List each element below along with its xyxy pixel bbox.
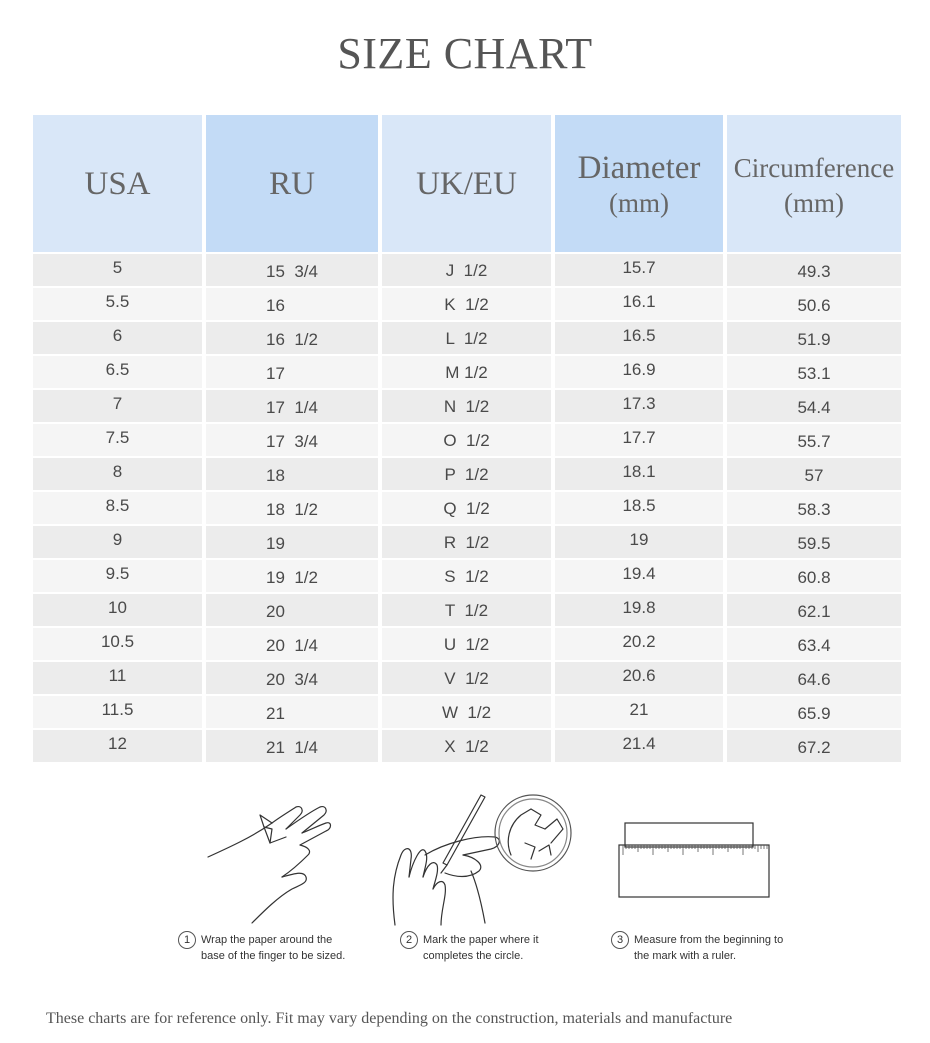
cell-diameter: 19 [555,526,723,558]
cell-usa: 7 [33,390,202,422]
cell-ru: 17 1/4 [206,390,378,422]
cell-diameter: 19.8 [555,594,723,626]
cell-usa: 6.5 [33,356,202,388]
cell-ru: 20 1/4 [206,628,378,660]
cell-usa: 11.5 [33,696,202,728]
cell-ru: 16 1/2 [206,322,378,354]
cell-usa: 10 [33,594,202,626]
header-diameter [555,115,723,252]
cell-diameter: 16.5 [555,322,723,354]
step-measure-ruler [611,932,783,964]
step-text-line: Wrap the paper around the [201,934,333,946]
table-row [33,594,901,626]
cell-usa: 9 [33,526,202,558]
table-row [33,492,901,524]
cell-diameter: 21 [555,696,723,728]
size-chart-table [33,115,901,762]
cell-ru: 18 [206,458,378,490]
cell-circumference: 62.1 [727,594,901,626]
table-row [33,288,901,320]
step-text-line: Mark the paper where it [423,934,539,946]
step-wrap-paper [178,932,345,964]
cell-diameter: 18.5 [555,492,723,524]
step-number-icon: 2 [400,931,418,949]
cell-uk-eu: K 1/2 [382,288,551,320]
cell-circumference: 53.1 [727,356,901,388]
cell-diameter: 20.6 [555,662,723,694]
table-row [33,662,901,694]
table-body [33,254,901,762]
cell-uk-eu: P 1/2 [382,458,551,490]
cell-usa: 8 [33,458,202,490]
cell-circumference: 60.8 [727,560,901,592]
step-mark-paper [400,932,539,964]
cell-uk-eu: V 1/2 [382,662,551,694]
cell-ru: 17 [206,356,378,388]
cell-circumference: 50.6 [727,288,901,320]
cell-ru: 20 [206,594,378,626]
cell-diameter: 19.4 [555,560,723,592]
hand-wrap-illustration [200,785,340,925]
table-row [33,458,901,490]
cell-circumference: 63.4 [727,628,901,660]
table-row [33,390,901,422]
cell-uk-eu: S 1/2 [382,560,551,592]
table-row [33,254,901,286]
cell-diameter: 21.4 [555,730,723,762]
table-row [33,730,901,762]
cell-usa: 8.5 [33,492,202,524]
page-title: SIZE CHART [337,29,593,78]
cell-ru: 16 [206,288,378,320]
step-number-icon: 1 [178,931,196,949]
cell-ru: 20 3/4 [206,662,378,694]
table-row [33,322,901,354]
cell-uk-eu: X 1/2 [382,730,551,762]
cell-ru: 21 1/4 [206,730,378,762]
cell-uk-eu: N 1/2 [382,390,551,422]
cell-diameter: 16.1 [555,288,723,320]
table-row [33,526,901,558]
cell-uk-eu: U 1/2 [382,628,551,660]
cell-diameter: 17.7 [555,424,723,456]
table-row [33,628,901,660]
cell-diameter: 16.9 [555,356,723,388]
table-header-row [33,115,901,252]
header-circumference [727,115,901,252]
cell-circumference: 54.4 [727,390,901,422]
cell-usa: 5 [33,254,202,286]
cell-circumference: 51.9 [727,322,901,354]
cell-circumference: 65.9 [727,696,901,728]
header-label: Diameter [577,149,701,186]
header-label: UK/EU [416,165,517,202]
header-label: Circumference [733,152,895,183]
disclaimer-text: These charts are for reference only. Fit may vary depending on the construction, materials and manufacture [46,1010,733,1027]
ruler-illustration [615,785,775,905]
cell-ru: 21 [206,696,378,728]
cell-uk-eu: R 1/2 [382,526,551,558]
cell-circumference: 59.5 [727,526,901,558]
table-row [33,696,901,728]
table-row [33,356,901,388]
cell-ru: 19 [206,526,378,558]
cell-ru: 19 1/2 [206,560,378,592]
header-uk-eu [382,115,551,252]
cell-diameter: 15.7 [555,254,723,286]
step-number-icon: 3 [611,931,629,949]
cell-uk-eu: J 1/2 [382,254,551,286]
mark-paper-illustration [385,785,580,930]
header-label: USA [84,165,151,202]
header-unit: (mm) [784,187,844,218]
cell-uk-eu: T 1/2 [382,594,551,626]
cell-uk-eu: W 1/2 [382,696,551,728]
cell-usa: 12 [33,730,202,762]
step-text-line: base of the finger to be sized. [201,950,346,962]
cell-circumference: 49.3 [727,254,901,286]
cell-diameter: 20.2 [555,628,723,660]
cell-ru: 18 1/2 [206,492,378,524]
cell-circumference: 57 [727,458,901,490]
header-label: RU [269,165,315,202]
cell-ru: 15 3/4 [206,254,378,286]
cell-circumference: 58.3 [727,492,901,524]
cell-diameter: 17.3 [555,390,723,422]
table-row [33,560,901,592]
cell-uk-eu: L 1/2 [382,322,551,354]
cell-uk-eu: Q 1/2 [382,492,551,524]
step-text-line: Measure from the beginning to [634,934,784,946]
table-row [33,424,901,456]
header-usa [33,115,202,252]
step-text-line: completes the circle. [423,950,524,962]
cell-uk-eu: O 1/2 [382,424,551,456]
cell-usa: 6 [33,322,202,354]
cell-usa: 11 [33,662,202,694]
cell-usa: 7.5 [33,424,202,456]
header-ru [206,115,378,252]
cell-ru: 17 3/4 [206,424,378,456]
step-text-line: the mark with a ruler. [634,950,737,962]
cell-usa: 5.5 [33,288,202,320]
cell-circumference: 55.7 [727,424,901,456]
cell-usa: 9.5 [33,560,202,592]
cell-circumference: 64.6 [727,662,901,694]
cell-uk-eu: M 1/2 [382,356,551,388]
header-unit: (mm) [609,187,669,218]
cell-diameter: 18.1 [555,458,723,490]
cell-circumference: 67.2 [727,730,901,762]
cell-usa: 10.5 [33,628,202,660]
